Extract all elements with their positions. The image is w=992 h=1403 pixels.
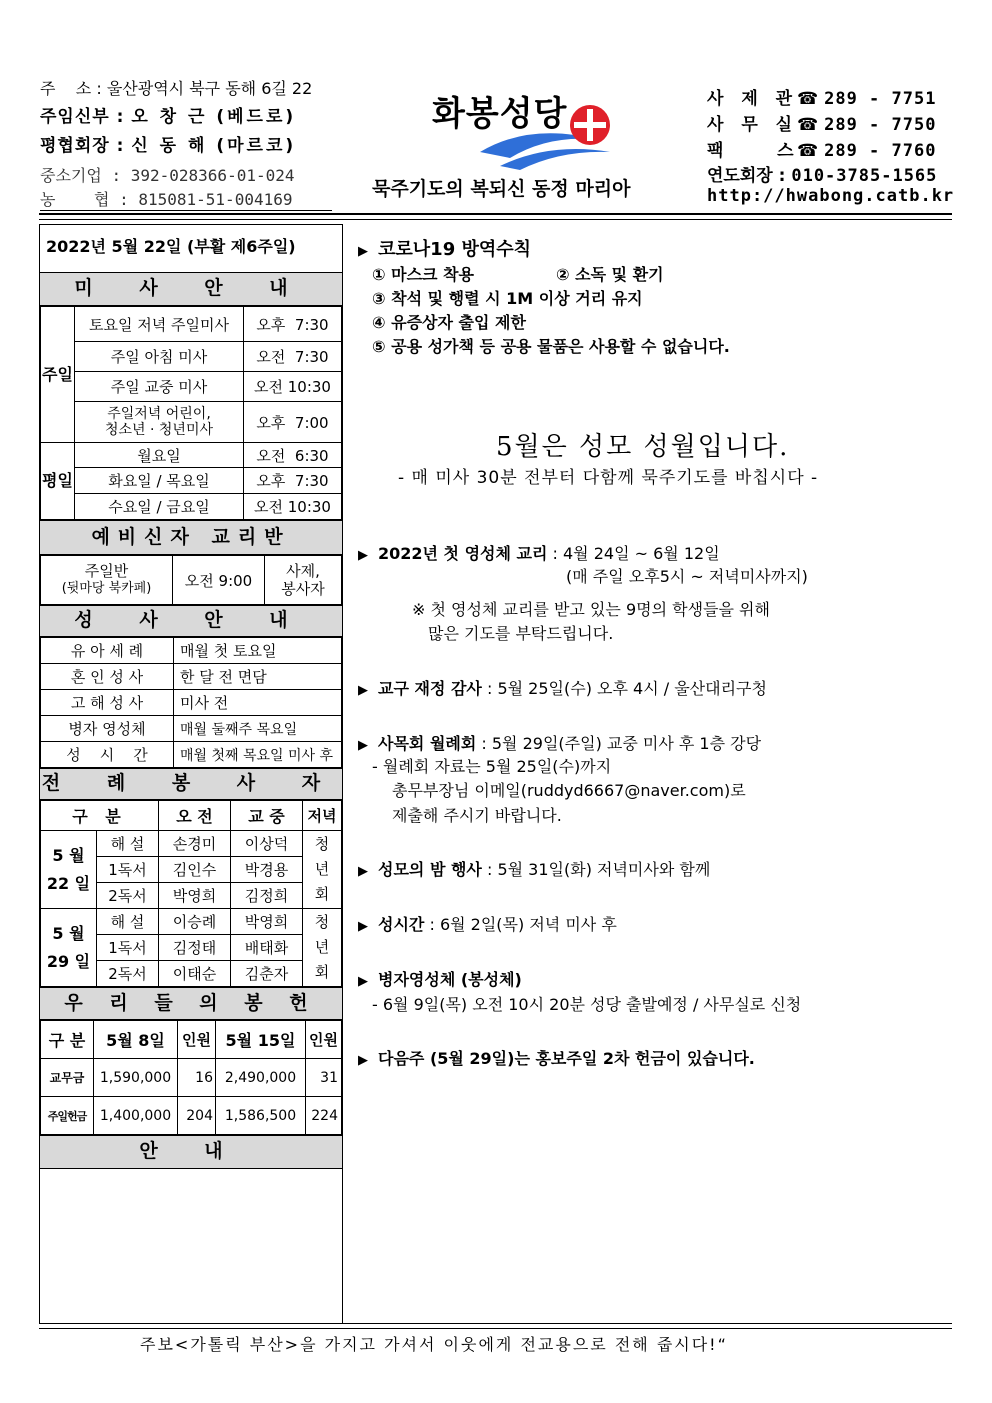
covid-title-row <box>358 235 531 261</box>
catechumen-time: 오전 9:00 <box>173 556 265 605</box>
liturgy-header: 오 전 <box>159 801 231 831</box>
triangle-icon: ▶ <box>358 864 368 879</box>
left-column <box>39 224 343 1323</box>
liturgy-am: 김정태 <box>159 935 231 961</box>
contact-label: 사 제 관 <box>707 89 799 109</box>
triangle-icon: ▶ <box>358 738 368 753</box>
contact-label: 팩 스 <box>707 141 800 161</box>
liturgy-main: 이상덕 <box>231 831 303 857</box>
banner-title: 5월은 성모 성월입니다. <box>496 432 790 462</box>
offering-table <box>40 1020 342 1135</box>
liturgy-main: 배태화 <box>231 935 303 961</box>
offering-header: 구 분 <box>41 1021 94 1059</box>
triangle-icon: ▶ <box>358 244 368 259</box>
triangle-icon: ▶ <box>358 974 368 989</box>
offering-header: 인원 <box>178 1021 216 1059</box>
liturgy-evening: 청 년 회 <box>303 831 342 909</box>
covid-rule: ② 소독 및 환기 <box>556 265 664 284</box>
catechumen-teacher: 사제, 봉사자 <box>265 556 342 605</box>
motto: 묵주기도의 복되신 동정 마리아 <box>372 178 631 200</box>
bank1-account: 392-028366-01-024 <box>130 166 295 185</box>
covid-rule: ① 마스크 착용 <box>372 265 474 284</box>
liturgy-am: 박영희 <box>159 883 231 909</box>
mass-name: 주일 교중 미사 <box>75 372 244 402</box>
mass-name: 월요일 <box>75 443 244 468</box>
class-place: (뒷마당 북카페) <box>61 581 152 596</box>
footer-rule <box>39 1323 952 1324</box>
mass-time: 오후 7:30 <box>244 307 342 342</box>
footer-rule-thin <box>39 1328 952 1329</box>
contact-yeondo: 연도회장 : 010-3785-1565 <box>707 166 938 186</box>
contact-label: 사 무 실 <box>707 115 799 135</box>
notice-mary-night <box>358 857 710 880</box>
pastor-label: 주임신부 <box>40 107 110 127</box>
footer-text: 주보<가톨릭 부산>을 가지고 가셔서 이웃에게 전교용으로 전해 줍시다!“ <box>140 1335 728 1354</box>
url-link[interactable]: http://hwabong.catb.kr <box>707 186 955 206</box>
catechumen-class <box>41 556 173 605</box>
contact-number: 289 - 7760 <box>824 141 937 161</box>
notice-text: : 5월 25일(수) 오후 4시 / 울산대리구청 <box>481 679 767 698</box>
liturgy-header: 교 중 <box>231 801 303 831</box>
liturgy-main: 박경용 <box>231 857 303 883</box>
liturgy-am: 김인수 <box>159 857 231 883</box>
mass-section-title: 미 사 안 내 <box>40 272 342 306</box>
mass-time: 오전 10:30 <box>244 494 342 520</box>
mass-name: 주일 아침 미사 <box>75 342 244 372</box>
notice-text: : 6월 2일(목) 저녁 미사 후 <box>424 915 617 934</box>
council-sub: 제출해 주시기 바랍니다. <box>392 806 562 825</box>
sacrament-when: 매월 첫 토요일 <box>174 638 342 664</box>
bank1-row: 중소기업 : 392-028366-01-024 <box>40 166 295 185</box>
mass-time: 오전 10:30 <box>244 372 342 402</box>
sacrament-when: 매월 첫째 목요일 미사 후 <box>174 742 342 768</box>
sacrament-when: 매월 둘째주 목요일 <box>174 716 342 742</box>
liturgy-table <box>40 800 342 987</box>
sacrament-table <box>40 637 342 768</box>
notice-council <box>358 731 761 754</box>
liturgy-role: 해 설 <box>97 909 159 935</box>
sick-sub: - 6월 9일(목) 오전 10시 20분 성당 출발예정 / 사무실로 신청 <box>372 995 802 1014</box>
liturgy-role: 1독서 <box>97 857 159 883</box>
covid-rule: ⑤ 공용 성가책 등 공용 물품은 사용할 수 없습니다. <box>372 337 730 356</box>
notice-communion <box>358 541 720 564</box>
bank2-account: 815081-51-004169 <box>138 190 293 209</box>
pastor: 오 창 근 (베드로) <box>131 107 297 127</box>
class-name: 주일반 <box>84 562 129 580</box>
offering-amount: 1,590,000 <box>94 1059 178 1097</box>
sunday-label: 주일 <box>41 307 75 443</box>
liturgy-main: 김춘자 <box>231 961 303 987</box>
sacrament-section-title: 성 사 안 내 <box>40 605 342 637</box>
notice-text: : 5월 29일(주일) 교중 미사 후 1층 강당 <box>476 734 762 753</box>
communion-sub: (매 주일 오후5시 ~ 저녁미사까지) <box>566 567 808 586</box>
sacrament-name: 병자 영성체 <box>41 716 174 742</box>
notice-sick-communion <box>358 967 522 990</box>
sacrament-when: 한 달 전 면담 <box>174 664 342 690</box>
covid-title: 코로나19 방역수칙 <box>378 239 532 260</box>
address: 울산광역시 북구 동해 6길 22 <box>106 79 313 98</box>
bulletin-date: 2022년 5월 22일 (부활 제6주일) <box>40 224 342 272</box>
notice-audit <box>358 676 767 699</box>
council-sub: 총무부장님 이메일(ruddyd6667@naver.com)로 <box>392 781 746 800</box>
church-name: 화봉성당 <box>432 94 568 134</box>
mass-table <box>40 306 342 520</box>
offering-header: 5월 15일 <box>216 1021 306 1059</box>
mass-time: 오후 7:30 <box>244 468 342 494</box>
yeondo-label: 연도회장 <box>707 166 773 186</box>
council-sub: - 월례회 자료는 5월 25일(수)까지 <box>372 757 612 776</box>
notice-title: 성시간 <box>378 915 425 934</box>
liturgy-role: 2독서 <box>97 883 159 909</box>
offering-amount: 2,490,000 <box>216 1059 306 1097</box>
offering-count: 224 <box>306 1097 342 1135</box>
weekday-label: 평일 <box>41 443 75 520</box>
contact-priest <box>707 84 936 109</box>
president: 신 동 해 (마르코) <box>131 136 297 156</box>
triangle-icon: ▶ <box>358 683 368 698</box>
mass-name: 수요일 / 금요일 <box>75 494 244 520</box>
catechumen-table <box>40 555 342 605</box>
yeondo-number: 010-3785-1565 <box>791 166 938 186</box>
catechumen-section-title: 예비신자 교리반 <box>40 520 342 555</box>
liturgy-main: 김정희 <box>231 883 303 909</box>
website-url[interactable] <box>707 186 954 206</box>
liturgy-date: 5 월 22 일 <box>41 831 97 909</box>
sacrament-name: 혼 인 성 사 <box>41 664 174 690</box>
header-rule <box>39 213 952 215</box>
offering-amount: 1,586,500 <box>216 1097 306 1135</box>
notice-next-week <box>358 1046 755 1069</box>
notice-title: 병자영성체 (봉성체) <box>378 970 522 989</box>
president-row: 평협회장 : 신 동 해 (마르코) <box>40 136 297 156</box>
liturgy-evening: 청 년 회 <box>303 909 342 987</box>
notice-title: 사목회 월례회 <box>378 734 477 753</box>
offering-kind: 교무금 <box>41 1059 94 1097</box>
communion-note: 많은 기도를 부탁드립니다. <box>428 624 614 643</box>
offering-section-title: 우 리 들 의 봉 헌 <box>40 987 342 1020</box>
address-label: 주 소 <box>40 79 92 98</box>
pastor-row: 주임신부 : 오 창 근 (베드로) <box>40 107 297 127</box>
liturgy-am: 손경미 <box>159 831 231 857</box>
notice-title: 다음주 (5월 29일)는 홍보주일 2차 헌금이 있습니다. <box>378 1049 755 1068</box>
sacrament-name: 유 아 세 례 <box>41 638 174 664</box>
notice-section-title: 안 내 <box>40 1135 342 1169</box>
liturgy-role: 2독서 <box>97 961 159 987</box>
church-logo-icon <box>470 100 630 172</box>
sacrament-name: 고 해 성 사 <box>41 690 174 716</box>
liturgy-role: 해 설 <box>97 831 159 857</box>
contact-number: 289 - 7751 <box>824 89 937 109</box>
offering-count: 204 <box>178 1097 216 1135</box>
liturgy-role: 1독서 <box>97 935 159 961</box>
liturgy-header: 구 분 <box>41 801 159 831</box>
liturgy-main: 박영희 <box>231 909 303 935</box>
liturgy-date: 5 월 29 일 <box>41 909 97 987</box>
triangle-icon: ▶ <box>358 1053 368 1068</box>
notice-holy-hour <box>358 912 617 935</box>
offering-count: 31 <box>306 1059 342 1097</box>
triangle-icon: ▶ <box>358 548 368 563</box>
bank1-label: 중소기업 <box>40 166 102 185</box>
offering-header: 5월 8일 <box>94 1021 178 1059</box>
sacrament-when: 미사 전 <box>174 690 342 716</box>
notice-title: 교구 재정 감사 <box>378 679 482 698</box>
mass-name: 화요일 / 목요일 <box>75 468 244 494</box>
divider <box>40 210 332 211</box>
mass-time: 오후 7:00 <box>244 402 342 443</box>
triangle-icon: ▶ <box>358 919 368 934</box>
notice-title: 성모의 밤 행사 <box>378 860 482 879</box>
liturgy-section-title: 전 례 봉 사 자 <box>40 768 342 800</box>
liturgy-am: 이태순 <box>159 961 231 987</box>
communion-note: ※ 첫 영성체 교리를 받고 있는 9명의 학생들을 위해 <box>412 600 770 619</box>
contact-number: 289 - 7750 <box>824 115 937 135</box>
mass-name: 토요일 저녁 주일미사 <box>75 307 244 342</box>
bank2-label: 농 협 <box>40 190 110 209</box>
covid-rule: ③ 착석 및 행렬 시 1M 이상 거리 유지 <box>372 289 643 308</box>
phone-icon: ☎ <box>797 115 819 135</box>
notice-text: : 5월 31일(화) 저녁미사와 함께 <box>481 860 711 879</box>
sacrament-name: 성 시 간 <box>41 742 174 768</box>
offering-count: 16 <box>178 1059 216 1097</box>
liturgy-header: 저녁 <box>303 801 342 831</box>
notice-text: : 4월 24일 ~ 6월 12일 <box>547 544 720 563</box>
banner-subtitle: - 매 미사 30분 전부터 다함께 묵주기도를 바칩시다 - <box>398 468 819 488</box>
contact-office <box>707 110 936 135</box>
president-label: 평협회장 <box>40 136 110 156</box>
header-rule-thin <box>39 219 952 220</box>
liturgy-am: 이승례 <box>159 909 231 935</box>
bank2-row: 농 협 : 815081-51-004169 <box>40 190 293 209</box>
mass-time: 오전 7:30 <box>244 342 342 372</box>
offering-header: 인원 <box>306 1021 342 1059</box>
offering-amount: 1,400,000 <box>94 1097 178 1135</box>
offering-kind: 주일헌금 <box>41 1097 94 1135</box>
mass-name: 주일저녁 어린이, 청소년 · 청년미사 <box>75 402 244 443</box>
contact-fax <box>707 136 936 161</box>
phone-icon: ☎ <box>797 89 819 109</box>
notice-title: 2022년 첫 영성체 교리 <box>378 544 548 563</box>
address-row: 주 소 : 울산광역시 북구 동해 6길 22 <box>40 79 313 98</box>
mass-time: 오전 6:30 <box>244 443 342 468</box>
phone-icon: ☎ <box>797 141 819 161</box>
covid-rule: ④ 유증상자 출입 제한 <box>372 313 526 332</box>
